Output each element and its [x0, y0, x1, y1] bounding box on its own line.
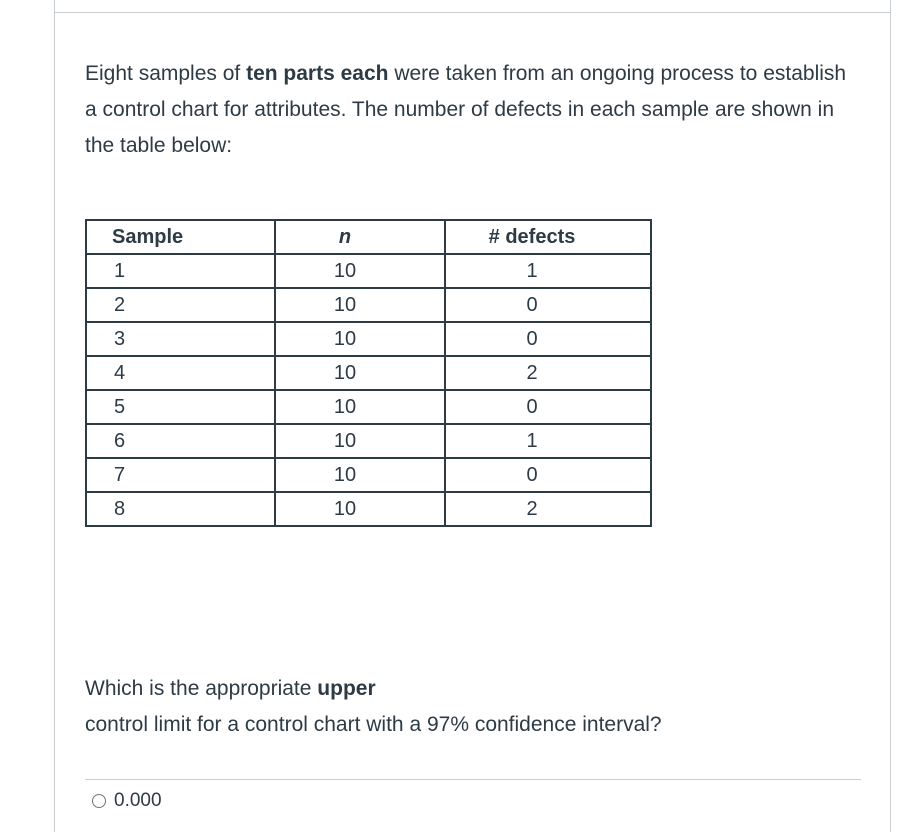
table-row [86, 288, 651, 322]
cell-n: 10 [275, 424, 445, 458]
table-row [86, 322, 651, 356]
cell-sample: 4 [86, 356, 275, 390]
cell-sample: 5 [86, 390, 275, 424]
intro-text-continued: were taken from an ongoing process to establish a control chart for attributes. The number of defects in each sample are shown in the table below: [85, 62, 847, 157]
question-prompt [85, 671, 865, 743]
answer-option[interactable] [92, 790, 162, 812]
cell-sample: 1 [86, 254, 275, 288]
table-row [86, 424, 651, 458]
cell-sample: 3 [86, 322, 275, 356]
cell-n: 10 [275, 492, 445, 526]
cell-sample: 8 [86, 492, 275, 526]
cell-defects: 2 [445, 492, 651, 526]
prompt-text: Which is the appropriate [85, 677, 318, 700]
table-row [86, 356, 651, 390]
intro-bold-text: ten parts each [246, 62, 389, 85]
header-n-text: n [338, 225, 352, 248]
header-n [275, 220, 445, 254]
prompt-text-continued: control limit for a control chart with a 97% confidence interval? [85, 713, 662, 736]
table-row [86, 492, 651, 526]
table-row [86, 254, 651, 288]
card-top-edge [54, 0, 891, 12]
cell-defects: 2 [445, 356, 651, 390]
cell-defects: 1 [445, 424, 651, 458]
table-row [86, 390, 651, 424]
cell-defects: 0 [445, 288, 651, 322]
cell-n: 10 [275, 390, 445, 424]
defects-table [85, 219, 652, 527]
question-intro [85, 56, 855, 164]
cell-sample: 7 [86, 458, 275, 492]
header-defects: # defects [445, 220, 651, 254]
cell-n: 10 [275, 288, 445, 322]
cell-defects: 0 [445, 322, 651, 356]
intro-text: Eight samples of [85, 62, 247, 85]
cell-sample: 6 [86, 424, 275, 458]
cell-defects: 1 [445, 254, 651, 288]
cell-n: 10 [275, 356, 445, 390]
radio-button[interactable] [92, 794, 106, 808]
answer-divider [85, 779, 861, 780]
cell-n: 10 [275, 322, 445, 356]
cell-defects: 0 [445, 390, 651, 424]
cell-defects: 0 [445, 458, 651, 492]
prompt-bold-text: upper [317, 677, 376, 700]
answer-label: 0.000 [114, 790, 162, 811]
cell-sample: 2 [86, 288, 275, 322]
cell-n: 10 [275, 254, 445, 288]
header-sample: Sample [86, 220, 275, 254]
table-row [86, 458, 651, 492]
table-header-row [86, 220, 651, 254]
cell-n: 10 [275, 458, 445, 492]
